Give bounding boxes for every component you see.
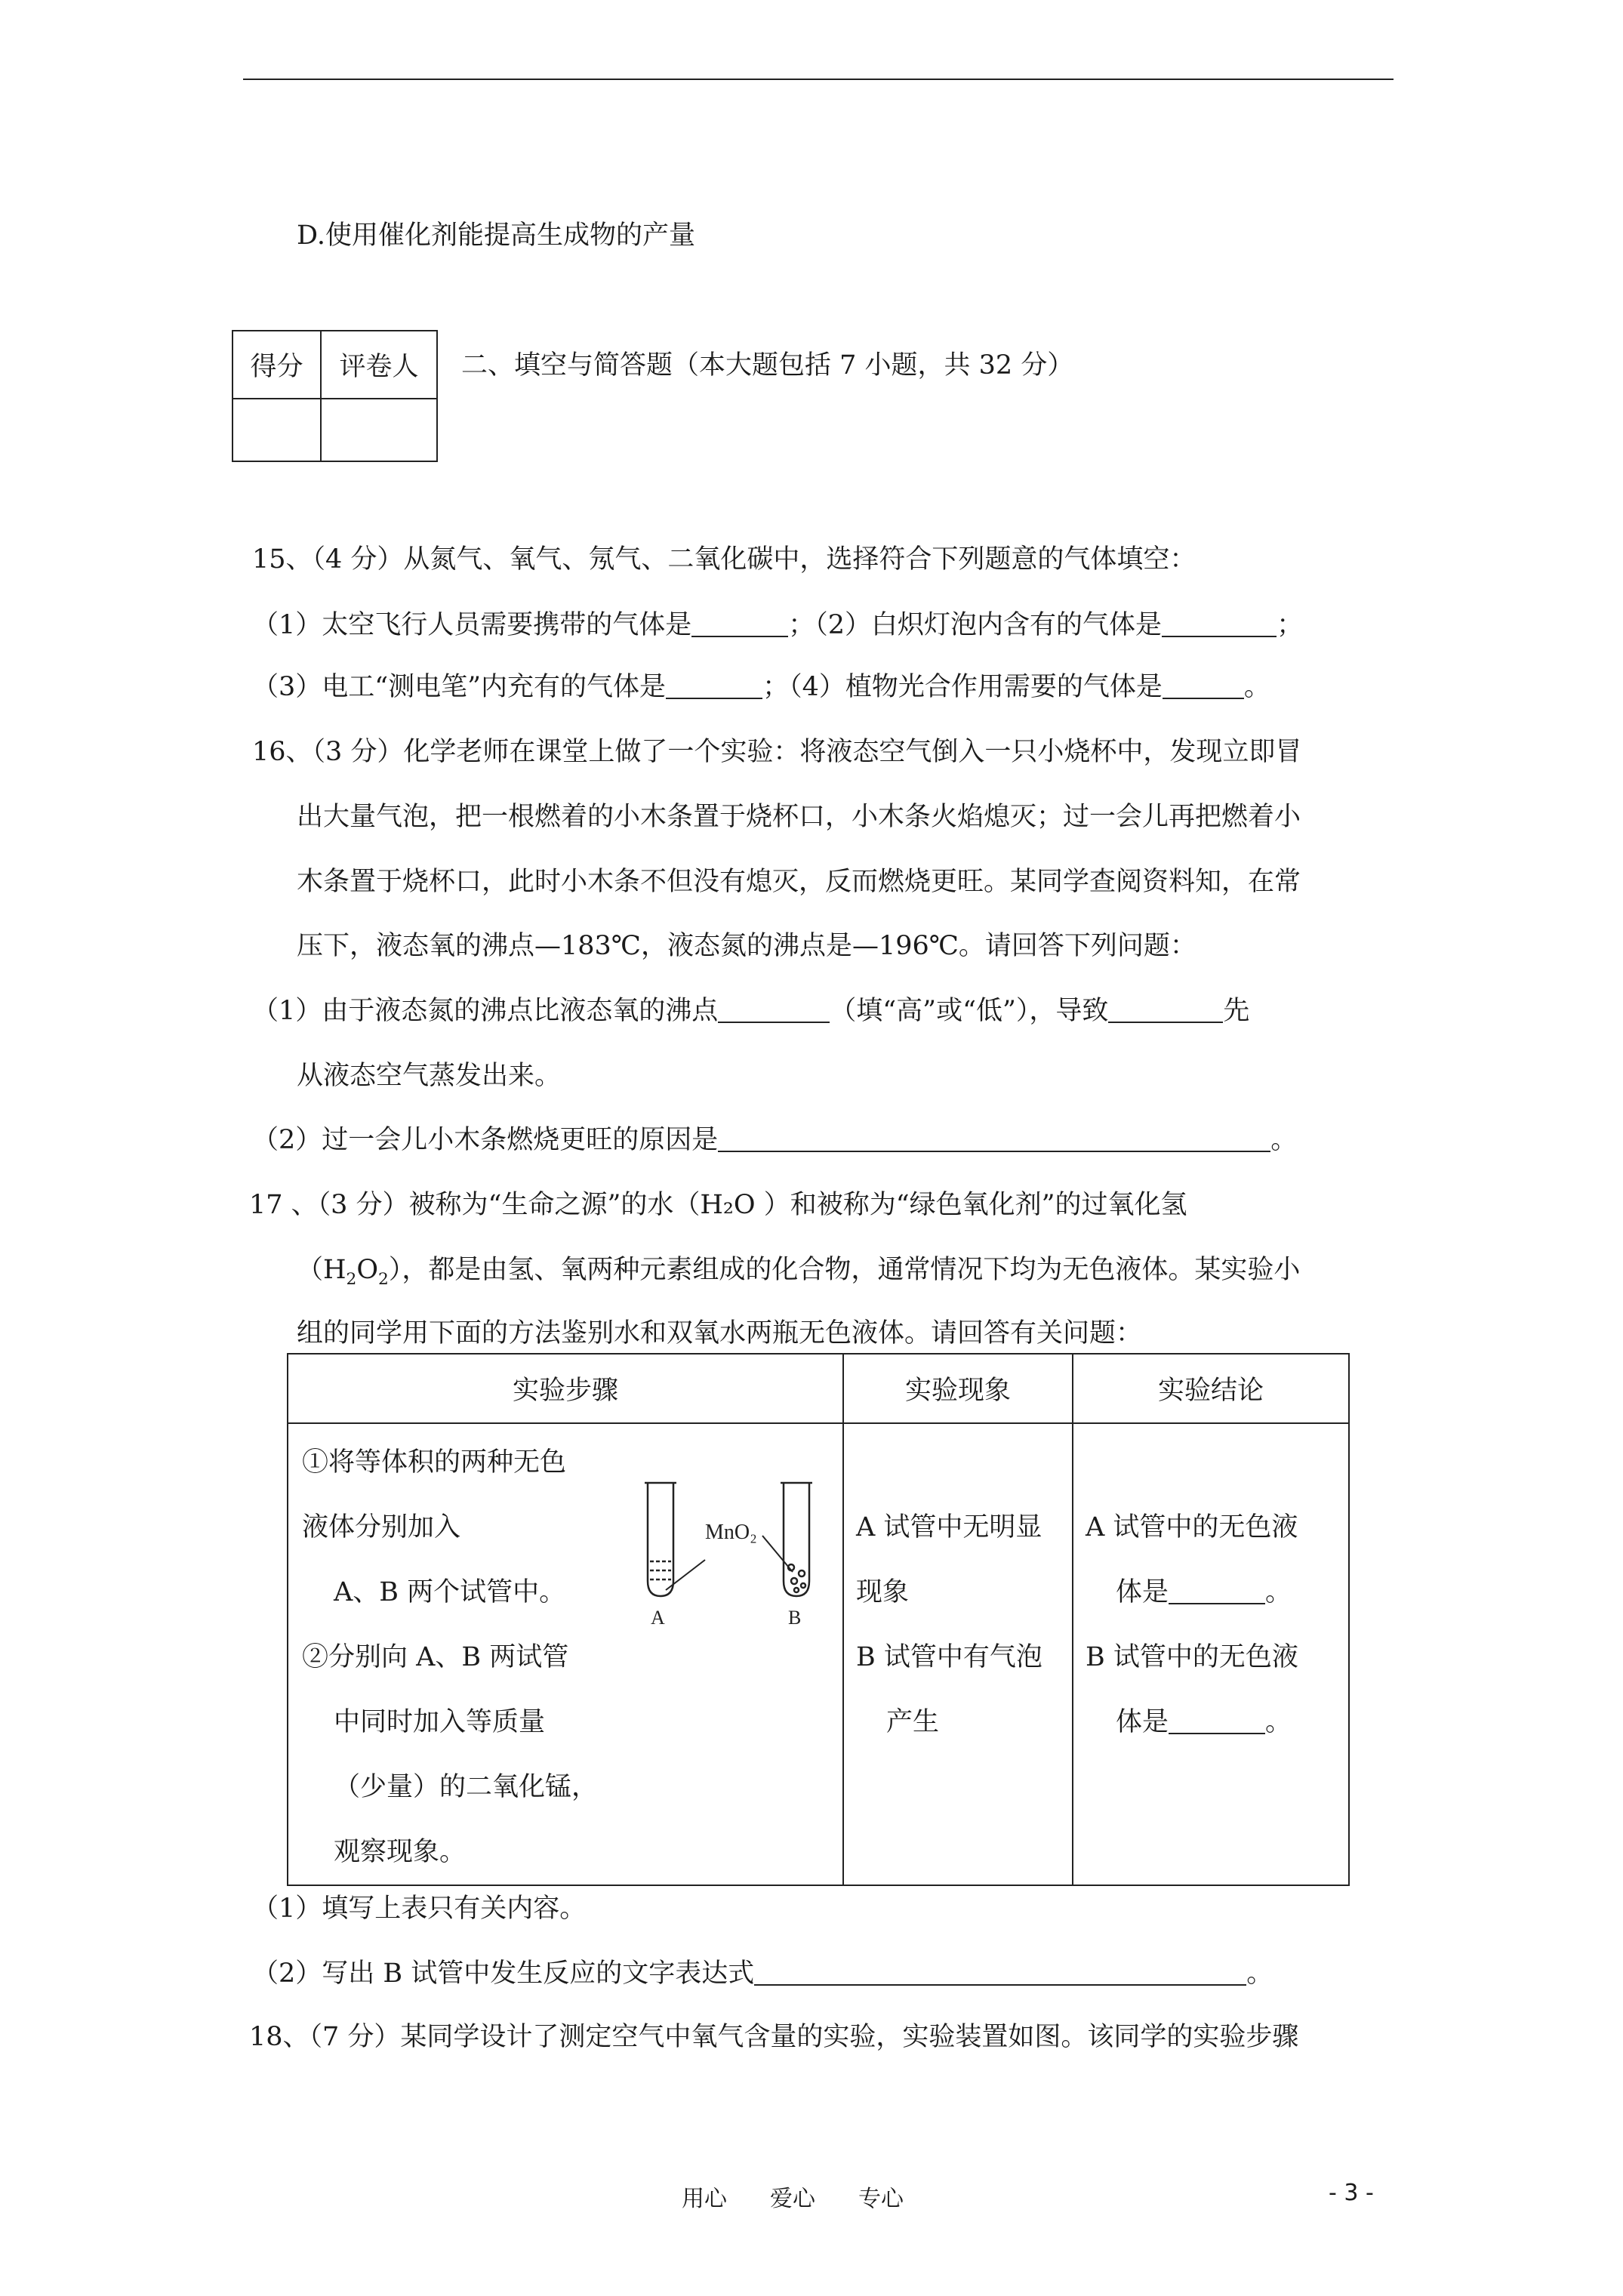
header-rule [243, 79, 1394, 80]
q16-blank-2[interactable] [1108, 995, 1223, 1023]
q16-blank-1[interactable] [718, 995, 830, 1023]
phenomenon-line-4: 产生 [886, 1707, 940, 1737]
q15-stem: 15、（4 分）从氮气、氧气、氖气、二氧化碳中，选择符合下列题意的气体填空： [252, 544, 1196, 575]
conclusion-line-1: A 试管中的无色液 [1086, 1512, 1298, 1542]
q16-part1-b: （填“高”或“低”），导致 [830, 996, 1109, 1026]
reagent-label: MnO₂ [705, 1521, 757, 1544]
score-label: 得分 [233, 331, 321, 399]
q16-blank-3[interactable] [718, 1124, 1270, 1152]
q15-blank-2[interactable] [1162, 609, 1277, 637]
q16-line1: 16、（3 分）化学老师在课堂上做了一个实验：将液态空气倒入一只小烧杯中，发现立即冒 [252, 737, 1302, 767]
q16-part1-cont: 从液态空气蒸发出来。 [297, 1061, 562, 1091]
q15-line1 [252, 604, 1303, 642]
grader-label: 评卷人 [321, 331, 437, 399]
tube-b-icon [781, 1483, 812, 1596]
q17-sub-2: 2 [378, 1270, 389, 1289]
q17-part2 [252, 1952, 1273, 1990]
experiment-table [287, 1353, 1350, 1886]
q16-part2-a: （2）过一会儿小木条燃烧更旺的原因是 [252, 1125, 719, 1155]
conclusion-b-end: 。 [1265, 1707, 1292, 1737]
steps-cell [288, 1423, 843, 1885]
q16-line3: 木条置于烧杯口，此时小木条不但没有熄灭，反而燃烧更旺。某同学查阅资料知，在常 [297, 867, 1301, 897]
q17-sub-1: 2 [346, 1270, 357, 1289]
step-line-5: 中同时加入等质量 [334, 1707, 546, 1737]
step-line-7: 观察现象。 [334, 1837, 467, 1867]
conclusion-cell [1073, 1423, 1349, 1885]
footer-motto-1: 用心 [682, 2186, 727, 2212]
q15-blank-4[interactable] [1163, 671, 1244, 699]
q15-blank-1[interactable] [691, 609, 788, 637]
q15-line1-b: ；（2）白炽灯泡内含有的气体是 [788, 610, 1163, 640]
step-line-3: A、B 两个试管中。 [334, 1577, 566, 1607]
header-steps: 实验步骤 [288, 1354, 843, 1423]
tube-a-icon [645, 1483, 676, 1596]
score-box [232, 330, 438, 462]
q16-part2 [252, 1119, 1297, 1157]
q15-line1-a: （1）太空飞行人员需要携带的气体是 [252, 610, 692, 640]
q18-line1: 18、（7 分）某同学设计了测定空气中氧气含量的实验，实验装置如图。该同学的实验步骤 [249, 2022, 1299, 2052]
q17-line2-c: ），都是由氢、氧两种元素组成的化合物，通常情况下均为无色液体。某实验小 [388, 1255, 1301, 1285]
header-conclusion: 实验结论 [1073, 1354, 1349, 1423]
q15-line1-c: ； [1277, 610, 1304, 640]
page-number: - 3 - [1329, 2180, 1374, 2206]
q17-line3: 组的同学用下面的方法鉴别水和双氧水两瓶无色液体。请回答有关问题： [297, 1318, 1143, 1348]
q17-part2-b: 。 [1246, 1959, 1273, 1989]
q15-line2-a: （3）电工“测电笔”内充有的气体是 [252, 672, 667, 702]
footer-motto-3: 专心 [858, 2186, 904, 2212]
conclusion-line-2 [1086, 1560, 1348, 1625]
step-line-1: ①将等体积的两种无色 [302, 1447, 567, 1478]
tube-b-label: B [788, 1607, 802, 1629]
step-line-6: （少量）的二氧化锰， [334, 1772, 599, 1802]
grader-cell[interactable] [321, 399, 437, 461]
q16-line2: 出大量气泡，把一根燃着的小木条置于烧杯口，小木条火焰熄灭；过一会儿再把燃着小 [297, 802, 1301, 832]
test-tube-figure [636, 1477, 817, 1643]
phenomenon-line-2: 现象 [856, 1577, 910, 1607]
q17-line2-a: （H [297, 1255, 346, 1285]
q17-blank-equation[interactable] [754, 1958, 1246, 1986]
q17-line2-b: O [356, 1255, 379, 1285]
q17-part1: （1）填写上表只有关内容。 [252, 1894, 587, 1924]
q15-blank-3[interactable] [666, 671, 762, 699]
q17-line2 [297, 1249, 1300, 1289]
q16-part1-a: （1）由于液态氮的沸点比液态氧的沸点 [252, 996, 719, 1026]
conclusion-line-4 [1086, 1690, 1348, 1755]
q16-part2-b: 。 [1270, 1125, 1298, 1155]
header-phenomena: 实验现象 [843, 1354, 1073, 1423]
q15-line2 [252, 666, 1270, 704]
q15-line2-b: ；（4）植物光合作用需要的气体是 [762, 672, 1163, 702]
section-title: 二、填空与简答题（本大题包括 7 小题，共 32 分） [461, 350, 1074, 381]
step-line-2: 液体分别加入 [302, 1512, 461, 1542]
q16-part1 [252, 990, 1249, 1028]
conclusion-line-3: B 试管中的无色液 [1086, 1642, 1298, 1672]
phenomenon-line-1: A 试管中无明显 [856, 1512, 1042, 1542]
conclusion-blank-a[interactable] [1169, 1576, 1265, 1604]
conclusion-a-end: 。 [1265, 1577, 1292, 1607]
q17-part2-a: （2）写出 B 试管中发生反应的文字表达式 [252, 1959, 755, 1989]
q15-line2-c: 。 [1243, 672, 1270, 702]
footer-motto-2: 爱心 [770, 2186, 815, 2212]
q17-line1: 17 、（3 分）被称为“生命之源”的水（H₂O ）和被称为“绿色氧化剂”的过氧化氢 [249, 1190, 1187, 1220]
conclusion-blank-b[interactable] [1169, 1706, 1265, 1734]
q16-line4: 压下，液态氧的沸点—183℃，液态氮的沸点是—196℃。请回答下列问题： [297, 931, 1196, 961]
q16-part1-c: 先 [1223, 996, 1250, 1026]
score-cell[interactable] [233, 399, 321, 461]
option-d: D.使用催化剂能提高生成物的产量 [297, 220, 695, 251]
conclusion-a-text: 体是 [1116, 1577, 1169, 1607]
step-line-4: ②分别向 A、B 两试管 [302, 1642, 569, 1672]
phenomenon-line-3: B 试管中有气泡 [856, 1642, 1042, 1672]
tube-a-label: A [651, 1607, 665, 1629]
phenomena-cell [843, 1423, 1073, 1885]
conclusion-b-text: 体是 [1116, 1707, 1169, 1737]
